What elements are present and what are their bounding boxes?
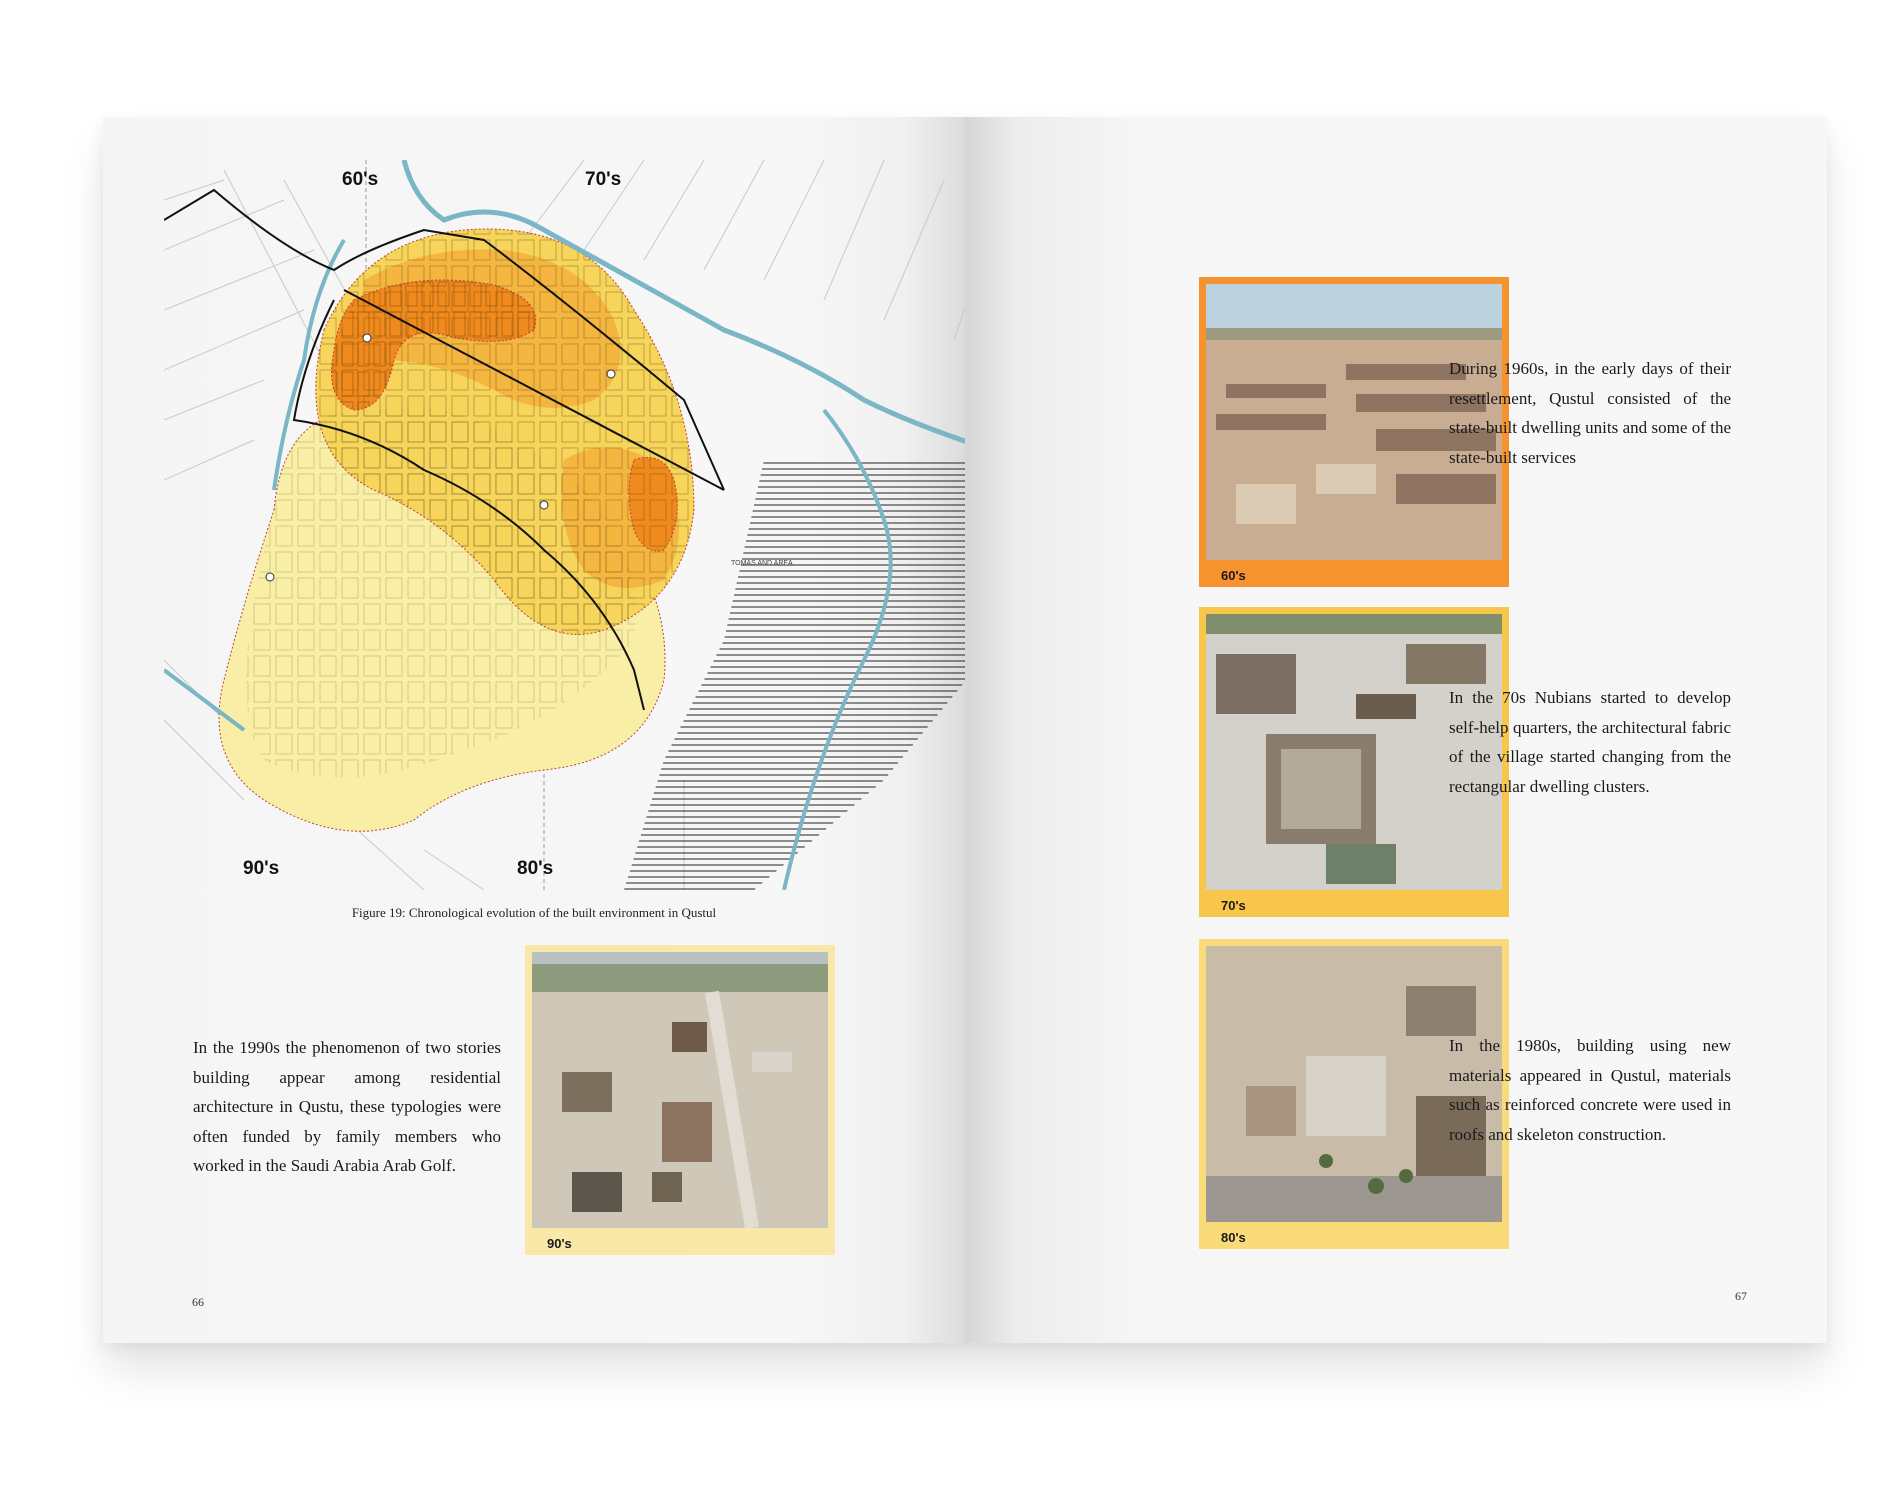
map-label-70s: 70's xyxy=(585,169,622,190)
photo-label-70s: 70's xyxy=(1221,898,1246,913)
page-number-left: 66 xyxy=(192,1295,204,1309)
chronology-map xyxy=(164,160,1024,890)
right-page xyxy=(965,117,1827,1343)
paragraph-1970s: In the 70s Nubians started to develop self-help quarters, the architectural fabric of the village started changing from the rectangular dwelling clusters. xyxy=(1449,688,1731,796)
map-label-90s: 90's xyxy=(243,858,280,879)
marker-80s xyxy=(540,501,548,509)
left-page xyxy=(103,117,965,1343)
photo-frame-90s xyxy=(525,945,835,1255)
marker-90s xyxy=(266,573,274,581)
paragraph-1960s: During 1960s, in the early days of their resettlement, Qustul consisted of the state-built dwelling units and some of the state-built services xyxy=(1449,359,1731,467)
marker-60s xyxy=(363,334,371,342)
book-spread xyxy=(103,117,1827,1343)
map-label-60s: 60's xyxy=(342,169,379,190)
map-small-label: TOMAS AND AREA xyxy=(731,560,793,567)
marker-70s xyxy=(607,370,615,378)
page-number-right: 67 xyxy=(1735,1289,1747,1303)
map-label-80s: 80's xyxy=(517,858,554,879)
paragraph-1990s: In the 1990s the phenomenon of two stories building appear among residential architecture in Qustu, these typologies were often funded by family members who worked in the Saudi Arabia Arab Golf. xyxy=(193,1038,501,1175)
map-drawing xyxy=(164,160,1024,890)
photo-label-60s: 60's xyxy=(1221,568,1246,583)
photo-label-80s: 80's xyxy=(1221,1230,1246,1245)
photo-90s xyxy=(532,952,828,1228)
figure-caption: Figure 19: Chronological evolution of the built environment in Qustul xyxy=(351,905,717,920)
paragraph-1980s: In the 1980s, building using new materials appeared in Qustul, materials such as reinforced concrete were used in roofs and skeleton construction. xyxy=(1449,1036,1731,1144)
photo-label-90s: 90's xyxy=(547,1236,572,1251)
